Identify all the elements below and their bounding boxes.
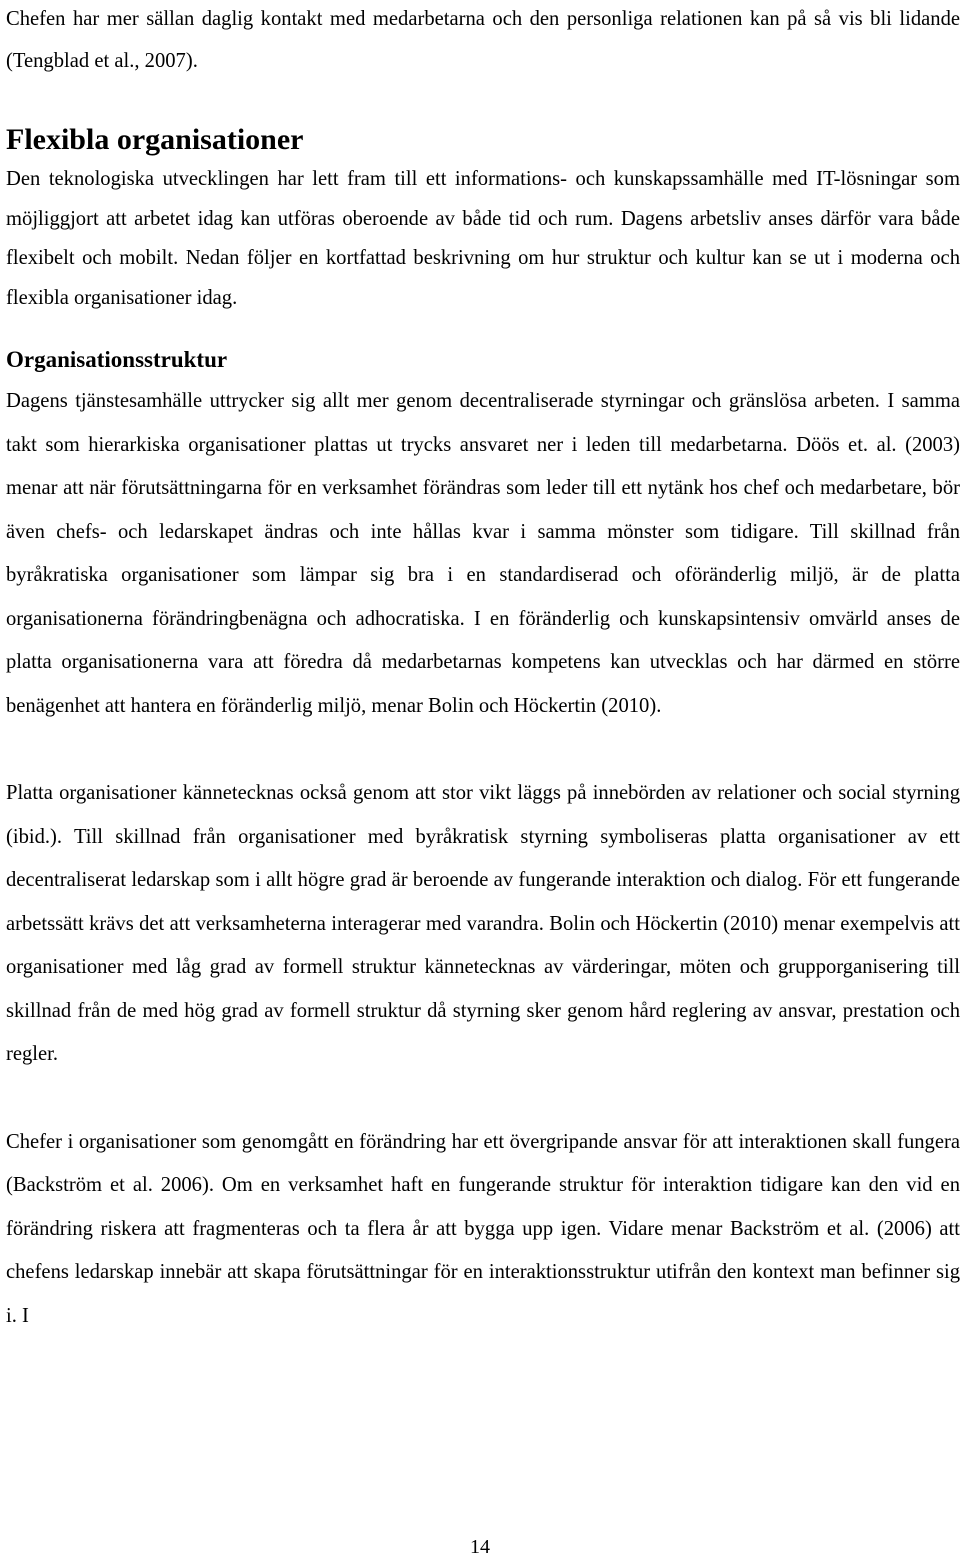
section2-paragraph-3: Chefer i organisationer som genomgått en förändring har ett övergripande ansvar för att interaktionen skall fungera (Backström et al. 2006). Om en verksamhet haft en fungerande struktur för interaktion tidigare kan den vid en förändring riskera att fragmenteras och ta flera år att bygga upp igen. Vidare menar Backström et al. (2006) att chefens ledarskap innebär att skapa förutsättningar för en interaktionsstruktur utifrån den kontext man befinner sig i. I [6,1130,960,1327]
section-heading-flexibla-organisationer: Flexibla organisationer [6,123,304,156]
paragraph-gap [6,1077,960,1121]
intro-paragraph: Chefen har mer sällan daglig kontakt med medarbetarna och den personliga relationen kan på så vis bli lidande (Tengblad et al., 2007). [6,8,960,72]
document-page [6,0,960,1338]
section2-paragraph-2: Platta organisationer kännetecknas också genom att stor vikt läggs på innebörden av relationer och social styrning (ibid.). Till skillnad från organisationer med byråkratisk styrning symboliseras platta organisationer av ett decentraliserat ledarskap som i allt högre grad är beroende av fungerande interaktion och dialog. För ett fungerande arbetssätt krävs det att verksamheterna interagerar med varandra. Bolin och Höckertin (2010) menar exempelvis att organisationer med låg grad av formell struktur kännetecknas av värderingar, möten och grupporganisering till skillnad från de med hög grad av formell struktur då styrning sker genom hård reglering av ansvar, prestation och regler. [6,782,960,1065]
section2-paragraph-1: Dagens tjänstesamhälle uttrycker sig allt mer genom decentraliserade styrningar och gränslösa arbeten. I samma takt som hierarkiska organisationer plattas ut trycks ansvaret ner i leden till medarbetarna. Döös et. al. (2003) menar att när förutsättningarna för en verksamhet förändras som leder till ett nytänk hos chef och medarbetare, bör även chefs- och ledarskapet ändras och inte hållas kvar i samma mönster som tidigare. Till skillnad från byråkratiska organisationer som lämpar sig bra i en standardiserad och oföränderlig miljö, är de platta organisationerna förändringbenägna och adhocratiska. I en föränderlig och kunskapsintensiv omvärld anses de platta organisationerna vara att föredra då medarbetarnas kompetens kan utvecklas och har därmed en större benägenhet att hantera en föränderlig miljö, menar Bolin och Höckertin (2010). [6,390,960,717]
section1-paragraph: Den teknologiska utvecklingen har lett fram till ett informations- och kunskapssamhälle med IT-lösningar som möjliggjort att arbetet idag kan utföras oberoende av både tid och rum. Dagens arbetsliv anses därför vara både flexibelt och mobilt. Nedan följer en kortfattad beskrivning om hur struktur och kultur kan se ut i moderna och flexibla organisationer idag. [6,168,960,309]
paragraph-gap [6,728,960,772]
page-number: 14 [470,1536,490,1558]
section-heading-organisationsstruktur: Organisationsstruktur [6,347,228,372]
